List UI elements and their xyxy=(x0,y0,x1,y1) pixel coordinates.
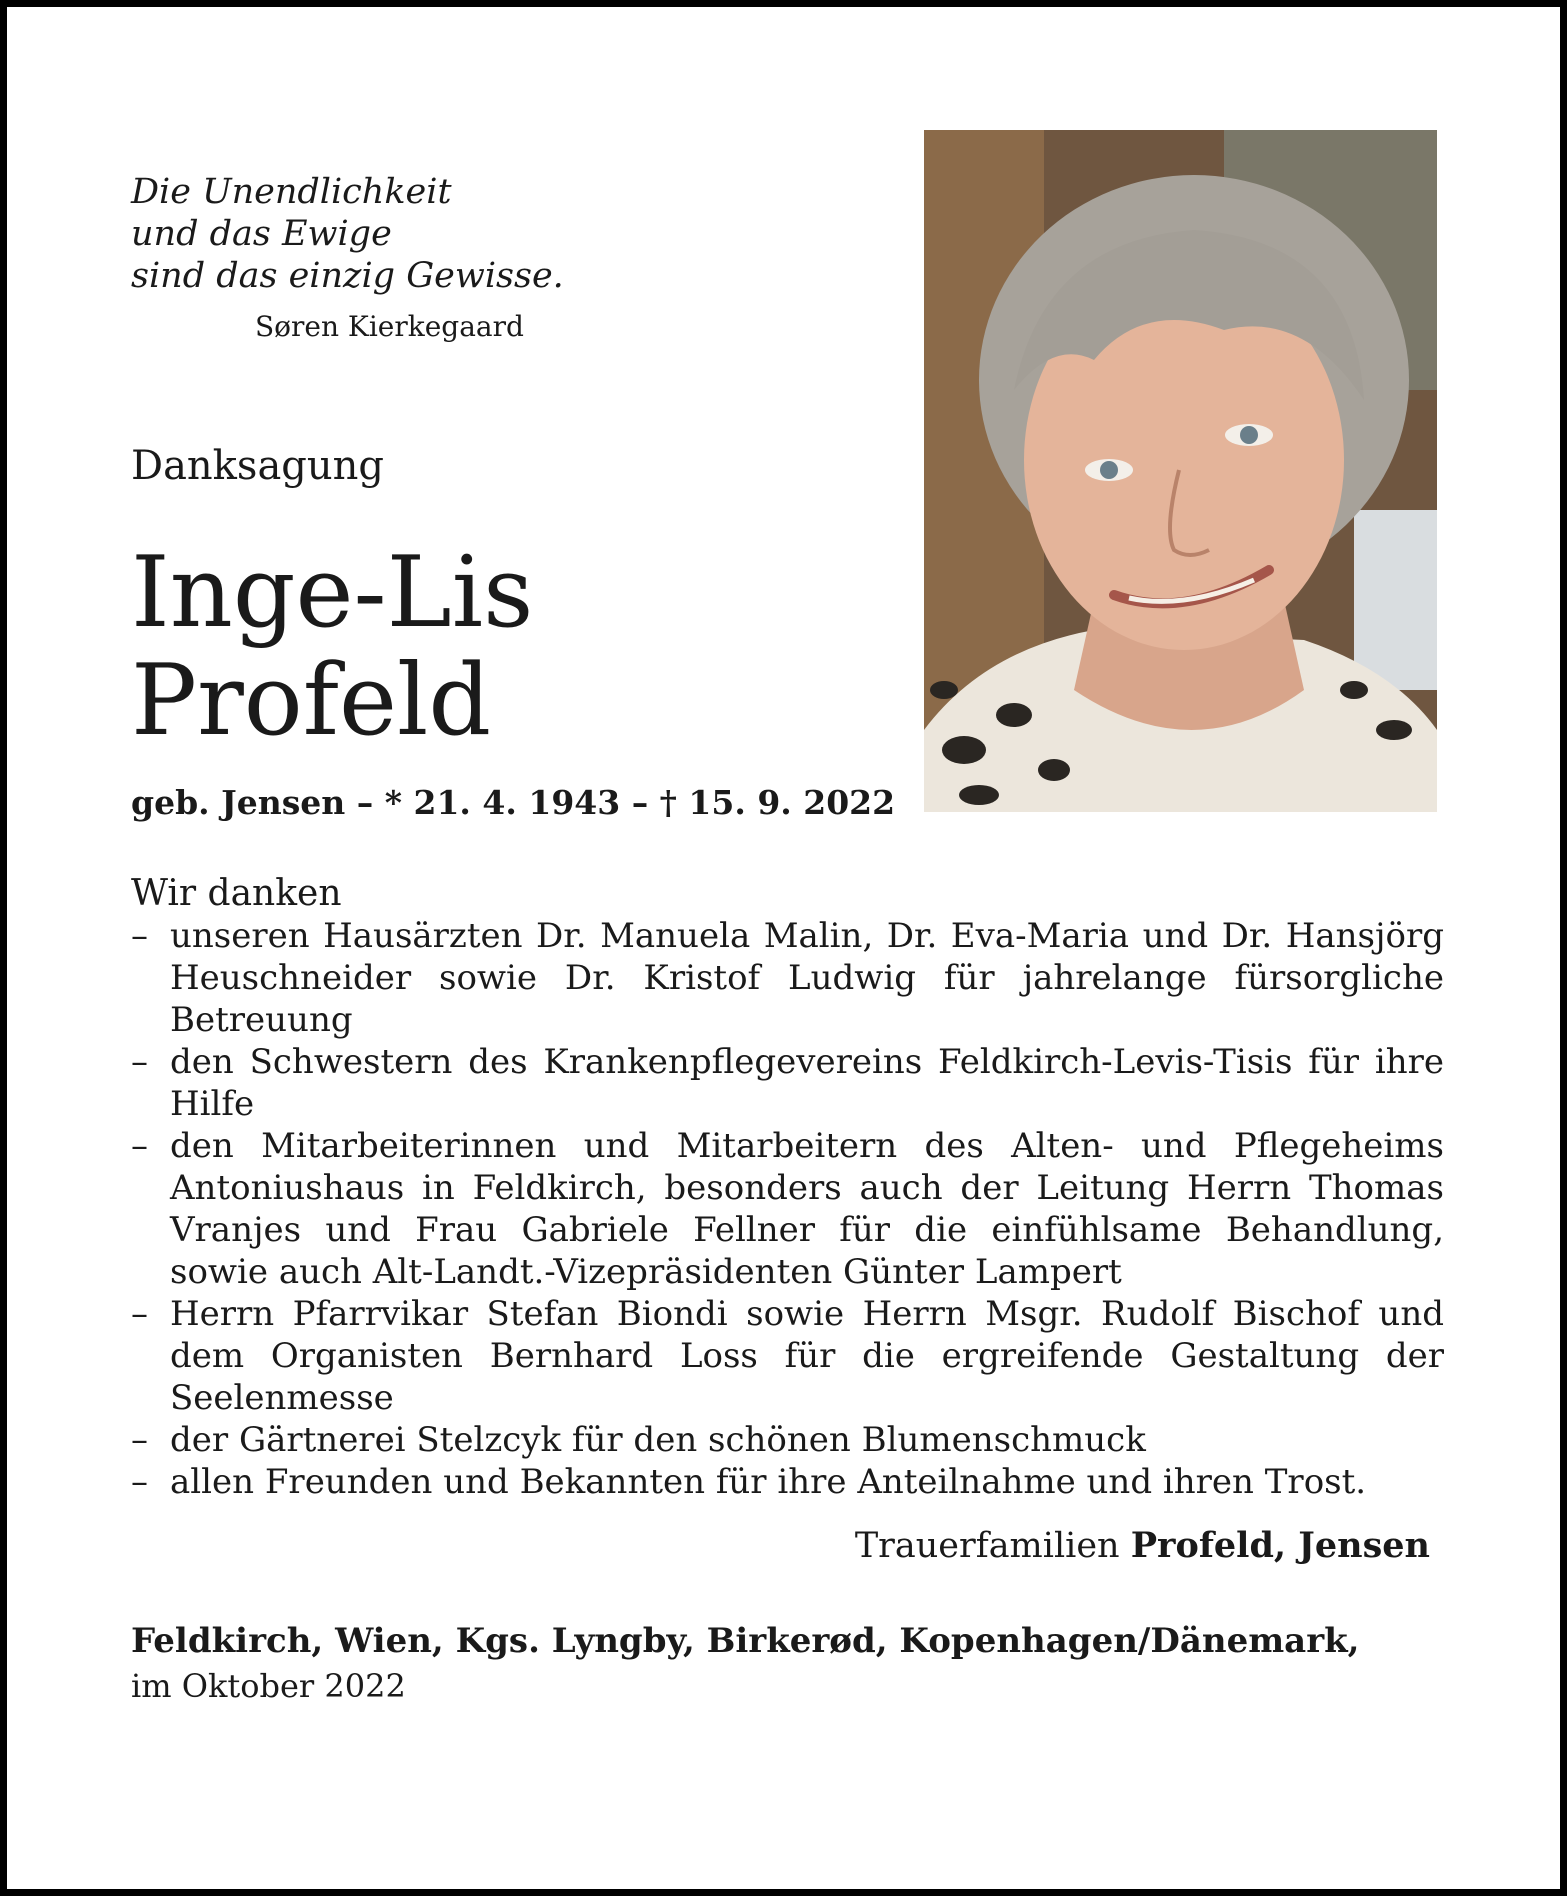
list-item-text: allen Freunden und Bekannten für ihre Anteilnahme und ihren Trost. xyxy=(170,1462,1367,1502)
signature-families: Profeld, Jensen xyxy=(1130,1525,1430,1566)
list-item-text: Herrn Pfarrvikar Stefan Biondi sowie Herrn Msgr. Rudolf Bischof und dem Organisten Bernhard Loss für die ergreifende Gestaltung der Seelenmesse xyxy=(170,1294,1444,1418)
last-name: Profeld xyxy=(131,644,492,758)
list-dash: – xyxy=(131,916,148,956)
footer-places: Feldkirch, Wien, Kgs. Lyngby, Birkerød, Kopenhagen/Dänemark, xyxy=(131,1621,1360,1661)
list-item xyxy=(131,1125,1444,1293)
first-name: Inge-Lis xyxy=(131,536,534,650)
list-dash: – xyxy=(131,1420,148,1460)
signature xyxy=(855,1525,1430,1566)
footer-month: im Oktober 2022 xyxy=(131,1667,406,1705)
list-item-text: der Gärtnerei Stelzcyk für den schönen Blumenschmuck xyxy=(170,1420,1146,1460)
thanks-intro: Wir danken xyxy=(131,873,342,914)
list-dash: – xyxy=(131,1042,148,1082)
obituary-card xyxy=(7,7,1560,1889)
quote-line: und das Ewige xyxy=(131,214,392,254)
thanks-list xyxy=(131,915,1444,1503)
portrait-photo xyxy=(924,130,1437,812)
signature-prefix: Trauerfamilien xyxy=(854,1526,1120,1566)
list-item-text: den Schwestern des Krankenpflegevereins Feldkirch-Levis-Tisis für ihre Hilfe xyxy=(170,1042,1444,1124)
list-dash: – xyxy=(131,1294,148,1334)
list-dash: – xyxy=(131,1126,148,1166)
life-dates: geb. Jensen – * 21. 4. 1943 – † 15. 9. 2022 xyxy=(131,783,896,822)
heading: Danksagung xyxy=(131,443,385,489)
quote-author: Søren Kierkegaard xyxy=(255,310,524,343)
list-item xyxy=(131,1293,1444,1419)
list-item xyxy=(131,1461,1444,1503)
list-item xyxy=(131,915,1444,1041)
list-item-text: unseren Hausärzten Dr. Manuela Malin, Dr. Eva-Maria und Dr. Hansjörg Heuschneider sowie Dr. Kristof Ludwig für jahrelange fürsorgliche Betreuung xyxy=(170,916,1444,1040)
list-item-text: den Mitarbeiterinnen und Mitarbeitern des Alten- und Pflegeheims Antoniushaus in Feldkirch, besonders auch der Leitung Herrn Thomas Vranjes und Frau Gabriele Fellner für die einfühlsame Behandlung, sowie auch Alt-Landt.-Vizepräsidenten Günter Lampert xyxy=(170,1126,1444,1292)
quote-line: Die Unendlichkeit xyxy=(131,172,452,212)
portrait-icon xyxy=(924,130,1437,812)
list-dash: – xyxy=(131,1462,148,1502)
quote xyxy=(131,171,564,297)
quote-line: sind das einzig Gewisse. xyxy=(131,256,564,296)
person-name xyxy=(131,536,534,758)
list-item xyxy=(131,1419,1444,1461)
list-item xyxy=(131,1041,1444,1125)
